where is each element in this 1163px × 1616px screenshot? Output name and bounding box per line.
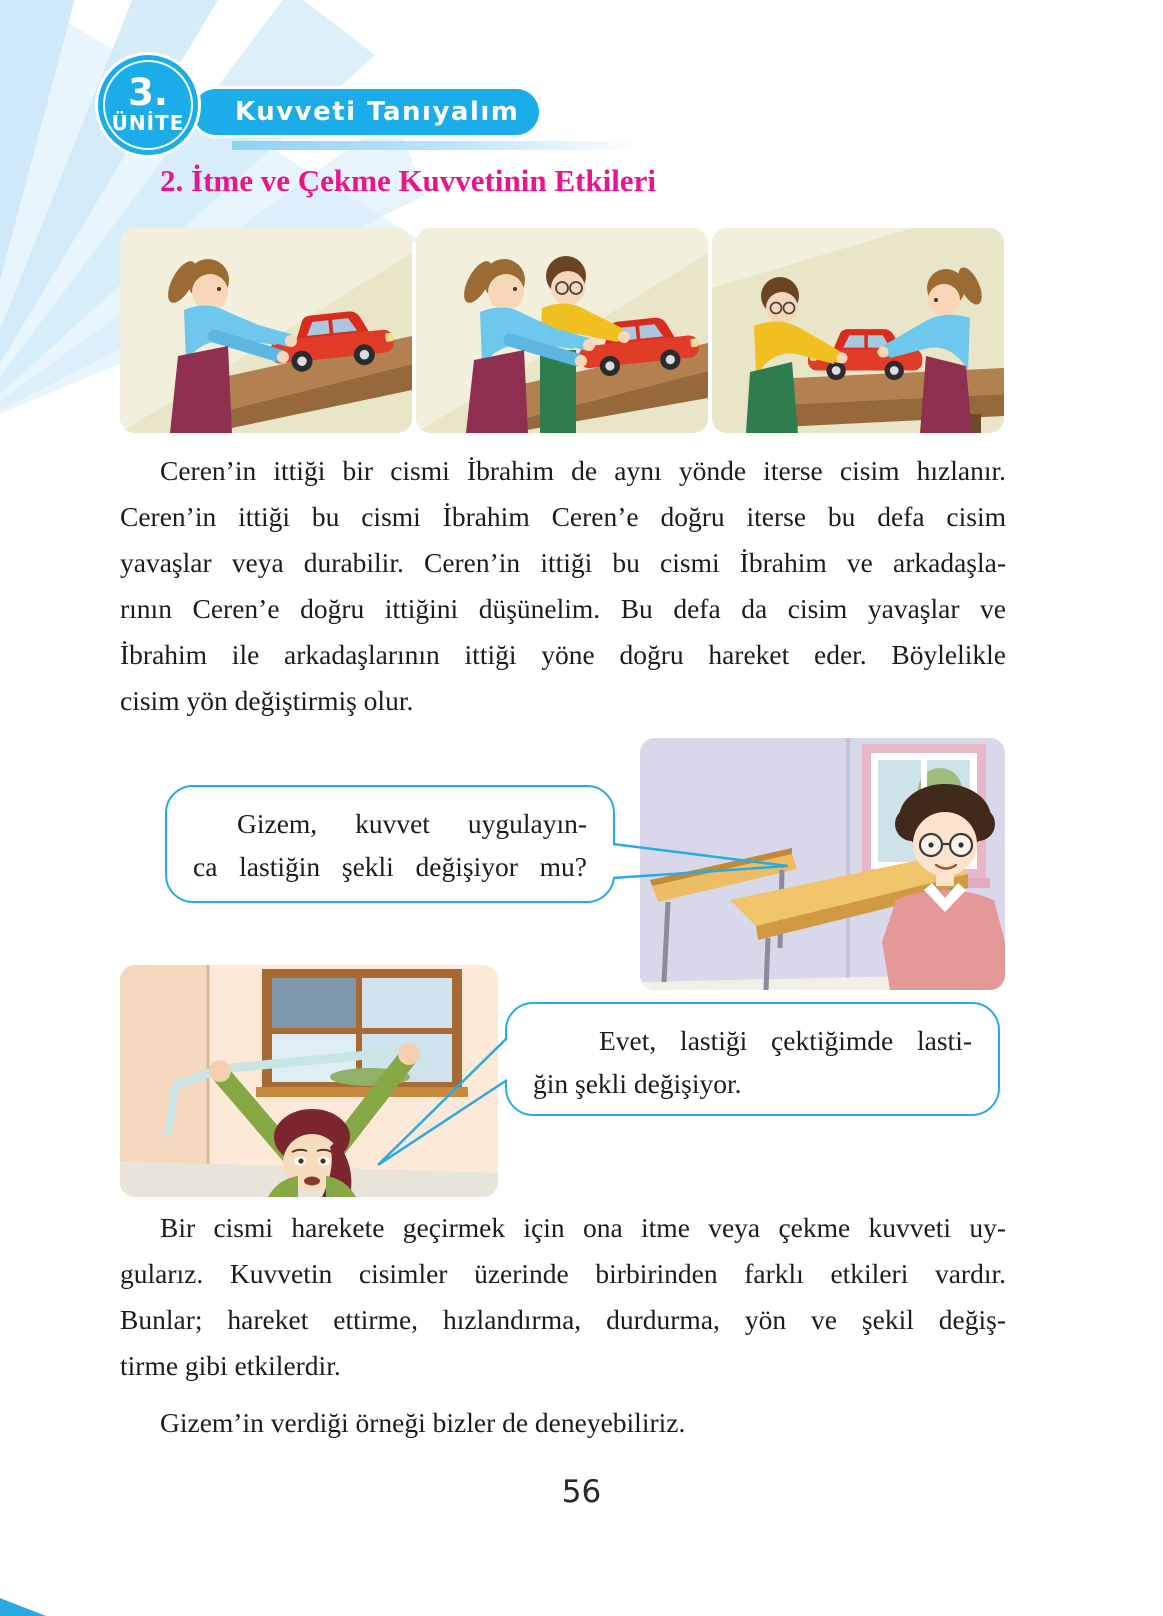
text-line: Bunlar; hareket ettirme, hızlandırma, durdurma, yön ve şekil değiş- — [120, 1304, 1006, 1335]
text-line: İbrahim ile arkadaşlarının ittiği yöne doğru hareket eder. Böylelikle — [120, 639, 1006, 670]
bubble-text-line: ca lastiğin şekli değişiyor mu? — [193, 851, 587, 882]
chapter-title: Kuvveti Tanıyalım — [235, 97, 520, 127]
text-line: tirme gibi etkilerdir. — [120, 1350, 341, 1381]
chapter-title-bar — [190, 86, 542, 138]
unit-label: ÜNİTE — [111, 111, 185, 135]
illustration-two-children-pushing — [416, 228, 708, 433]
illustration-girl-pushing-car — [120, 228, 412, 433]
unit-badge-ring — [103, 60, 193, 150]
text-line: Ceren’in ittiği bu cismi İbrahim Ceren’e doğru iterse bu defa cisim — [120, 501, 1006, 532]
paragraph-force-effects — [120, 448, 1006, 724]
text-line: yavaşlar veya durabilir. Ceren’in ittiği bu cismi İbrahim ve arkadaşla- — [120, 547, 1006, 578]
bubble-text-line: ğin şekli değişiyor. — [533, 1068, 742, 1099]
bubble-text-line: Evet, lastiği çektiğimde lasti- — [599, 1025, 972, 1056]
paragraph-force-types — [120, 1205, 1006, 1389]
text-line: gularız. Kuvvetin cisimler üzerinde birbirinden farklı etkileri vardır. — [120, 1258, 1006, 1289]
chapter-bar-underline — [232, 141, 642, 150]
text-line: rının Ceren’e doğru ittiğini düşünelim. Bu defa da cisim yavaşlar ve — [120, 593, 1006, 624]
corner-wedge-decoration — [0, 1592, 48, 1616]
bubble-text-line: Gizem, kuvvet uygulayın- — [237, 808, 587, 839]
text-line: Bir cismi harekete geçirmek için ona itme veya çekme kuvveti uy- — [160, 1212, 1006, 1243]
speech-bubble-answer — [505, 1002, 1000, 1116]
paragraph-try-example — [120, 1400, 1006, 1446]
speech-bubble-question-tail — [600, 836, 795, 886]
text-line: Ceren’in ittiği bir cismi İbrahim de aynı yönde iterse cisim hızlanır. — [160, 455, 1006, 486]
page-number: 56 — [561, 1474, 602, 1510]
illustration-pushing-opposite-sides — [712, 228, 1004, 433]
section-heading: 2. İtme ve Çekme Kuvvetinin Etkileri — [160, 163, 656, 198]
unit-badge — [98, 55, 198, 155]
speech-bubble-question — [165, 785, 615, 903]
text-line: Gizem’in verdiği örneği bizler de deneyebiliriz. — [160, 1407, 686, 1438]
unit-number: 3. — [128, 71, 168, 114]
text-line: cisim yön değiştirmiş olur. — [120, 685, 414, 716]
speech-bubble-answer-tail — [368, 1028, 520, 1173]
